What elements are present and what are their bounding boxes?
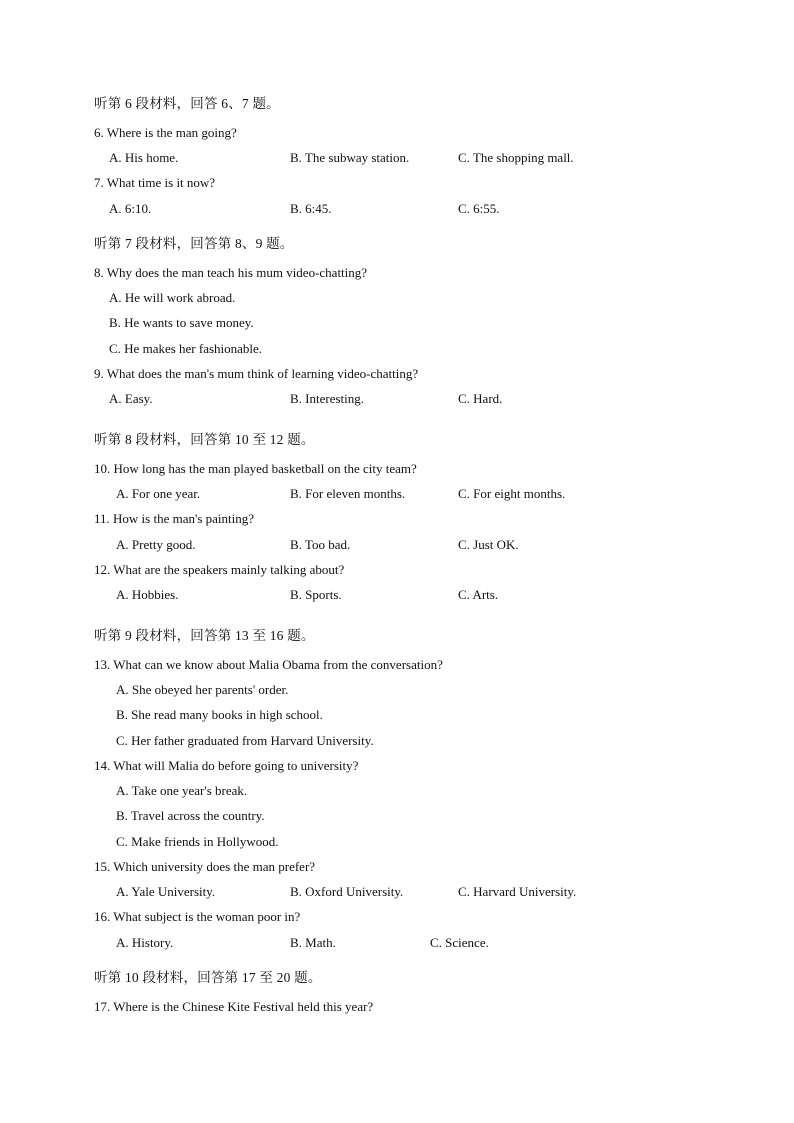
question-text: 7. What time is it now? — [94, 175, 216, 190]
option-b: B. Oxford University. — [290, 884, 404, 899]
option-c: C. The shopping mall. — [458, 150, 574, 165]
option-c: C. Arts. — [458, 587, 499, 602]
question-text: 6. Where is the man going? — [94, 125, 237, 140]
option-c: C. 6:55. — [458, 201, 500, 216]
section-heading: 听第 7 段材料，回答第 8、9 题。 — [94, 236, 294, 251]
option-b: B. Math. — [290, 935, 336, 950]
option-b: B. The subway station. — [290, 150, 410, 165]
question-text: 16. What subject is the woman poor in? — [94, 909, 301, 924]
option-b: B. He wants to save money. — [109, 315, 254, 330]
option-b: B. For eleven months. — [290, 486, 406, 501]
option-c: C. For eight months. — [458, 486, 566, 501]
option-b: B. Travel across the country. — [116, 808, 265, 823]
option-a: A. Take one year's break. — [116, 783, 248, 798]
option-c: C. He makes her fashionable. — [109, 341, 263, 356]
question-text: 9. What does the man's mum think of learning video-chatting? — [94, 366, 419, 381]
option-b: B. Interesting. — [290, 391, 365, 406]
question-text: 11. How is the man's painting? — [94, 511, 255, 526]
question-text: 8. Why does the man teach his mum video-chatting? — [94, 265, 368, 280]
option-c: C. Make friends in Hollywood. — [116, 834, 279, 849]
option-c: C. Just OK. — [458, 537, 519, 552]
option-a: A. 6:10. — [109, 201, 152, 216]
option-a: A. His home. — [109, 150, 179, 165]
section-heading: 听第 10 段材料，回答第 17 至 20 题。 — [94, 970, 322, 985]
option-a: A. History. — [116, 935, 174, 950]
question-text: 14. What will Malia do before going to university? — [94, 758, 359, 773]
section-heading: 听第 8 段材料，回答第 10 至 12 题。 — [94, 432, 315, 447]
option-a: A. Yale University. — [116, 884, 216, 899]
option-a: A. Pretty good. — [116, 537, 196, 552]
option-c: C. Her father graduated from Harvard University. — [116, 733, 374, 748]
option-b: B. 6:45. — [290, 201, 332, 216]
section-heading: 听第 6 段材料，回答 6、7 题。 — [94, 96, 280, 111]
option-b: B. She read many books in high school. — [116, 707, 323, 722]
question-text: 12. What are the speakers mainly talking about? — [94, 562, 345, 577]
option-a: A. Hobbies. — [116, 587, 179, 602]
option-a: A. She obeyed her parents' order. — [116, 682, 289, 697]
option-c: C. Science. — [430, 935, 489, 950]
option-b: B. Too bad. — [290, 537, 351, 552]
section-heading: 听第 9 段材料，回答第 13 至 16 题。 — [94, 628, 315, 643]
option-c: C. Hard. — [458, 391, 503, 406]
question-text: 13. What can we know about Malia Obama from the conversation? — [94, 657, 443, 672]
question-text: 17. Where is the Chinese Kite Festival held this year? — [94, 999, 374, 1014]
option-b: B. Sports. — [290, 587, 342, 602]
option-a: A. For one year. — [116, 486, 201, 501]
option-c: C. Harvard University. — [458, 884, 577, 899]
question-text: 15. Which university does the man prefer? — [94, 859, 316, 874]
option-a: A. He will work abroad. — [109, 290, 236, 305]
question-text: 10. How long has the man played basketball on the city team? — [94, 461, 417, 476]
option-a: A. Easy. — [109, 391, 153, 406]
